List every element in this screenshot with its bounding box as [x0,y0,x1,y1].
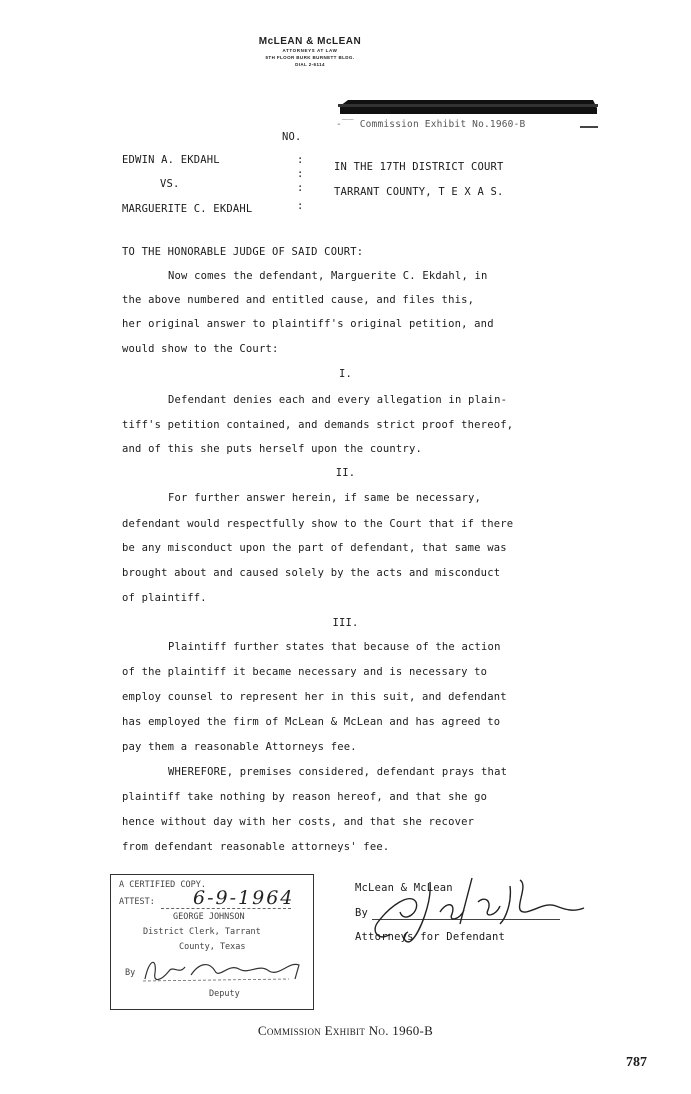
paragraph-line: defendant would respectfully show to the Court that if there [122,518,514,530]
paragraph-line: plaintiff take nothing by reason hereof, and that she go [122,791,488,803]
attest-date: 6-9-1964 [193,887,295,909]
firm-phone: DIAL 2-6114 [295,62,325,67]
defendant-name: MARGUERITE C. EKDAHL [122,203,253,215]
paragraph-line: For further answer herein, if same be necessary, [168,492,482,504]
clerk-title: District Clerk, Tarrant [143,927,261,937]
paragraph-line: tiff's petition contained, and demands strict proof thereof, [122,419,514,431]
footer-exhibit-label: Commission Exhibit No. 1960-B [257,1023,434,1038]
paragraph-line: Plaintiff further states that because of the action [168,641,501,653]
exhibit-stamp: -‾‾ Commission Exhibit No.1960-B [336,119,526,130]
paragraph-line: has employed the firm of McLean & McLean and has agreed to [122,716,501,728]
paragraph-line: pay them a reasonable Attorneys fee. [122,741,357,753]
paragraph-line: would show to the Court: [122,343,279,355]
certified-copy-stamp [110,874,314,1010]
paragraph-line: Now comes the defendant, Marguerite C. Ekdahl, in [168,270,488,282]
paragraph-line: be any misconduct upon the part of defendant, that same was [122,542,507,554]
stamp-title: A CERTIFIED COPY. [119,880,206,890]
paragraph-line: Defendant denies each and every allegation in plain- [168,394,508,406]
section-heading: I. [338,368,353,380]
paragraph-line: from defendant reasonable attorneys' fee. [122,841,390,853]
court-name: IN THE 17TH DISTRICT COURT [334,161,504,173]
paragraph-line: employ counsel to represent her in this suit, and defendant [122,691,507,703]
paragraph-line: her original answer to plaintiff's original petition, and [122,318,494,330]
deputy-by-label: By [125,968,136,978]
section-heading: III. [332,617,359,629]
paragraph-line: brought about and caused solely by the acts and misconduct [122,567,501,579]
page-number: 787 [626,1055,647,1070]
signature-firm: McLean & McLean [355,882,453,894]
caption-colon: : [297,182,304,194]
caption-colon: : [297,200,304,212]
attest-label: ATTEST: [119,897,155,907]
plaintiff-name: EDWIN A. EKDAHL [122,154,220,166]
firm-subtitle: ATTORNEYS AT LAW [282,48,338,53]
salutation: TO THE HONORABLE JUDGE OF SAID COURT: [122,246,364,258]
paragraph-line: hence without day with her costs, and that she recover [122,816,475,828]
clerk-county: County, Texas [179,942,246,952]
deputy-signature [139,953,311,987]
signature-role: Attorneys for Defendant [355,931,505,943]
exhibit-dash [580,126,598,128]
paragraph-line: WHEREFORE, premises considered, defendant prays that [168,766,508,778]
deputy-label: Deputy [209,989,240,999]
clerk-name: GEORGE JOHNSON [173,912,245,922]
firm-address: 5TH FLOOR BURK BURNETT BLDG. [265,55,355,60]
paragraph-line: of plaintiff. [122,592,207,604]
redaction-bar [338,96,600,118]
case-number-label: NO. [282,131,302,143]
paragraph-line: the above numbered and entitled cause, and files this, [122,294,475,306]
section-heading: II. [335,467,356,479]
caption-colon: : [297,154,304,166]
court-county: TARRANT COUNTY, T E X A S. [334,186,504,198]
signature-by-label: By [355,907,369,919]
paragraph-line: and of this she puts herself upon the country. [122,443,422,455]
versus-label: VS. [160,178,180,190]
paragraph-line: of the plaintiff it became necessary and is necessary to [122,666,488,678]
firm-name: McLEAN & McLEAN [258,36,362,47]
caption-colon: : [297,168,304,180]
